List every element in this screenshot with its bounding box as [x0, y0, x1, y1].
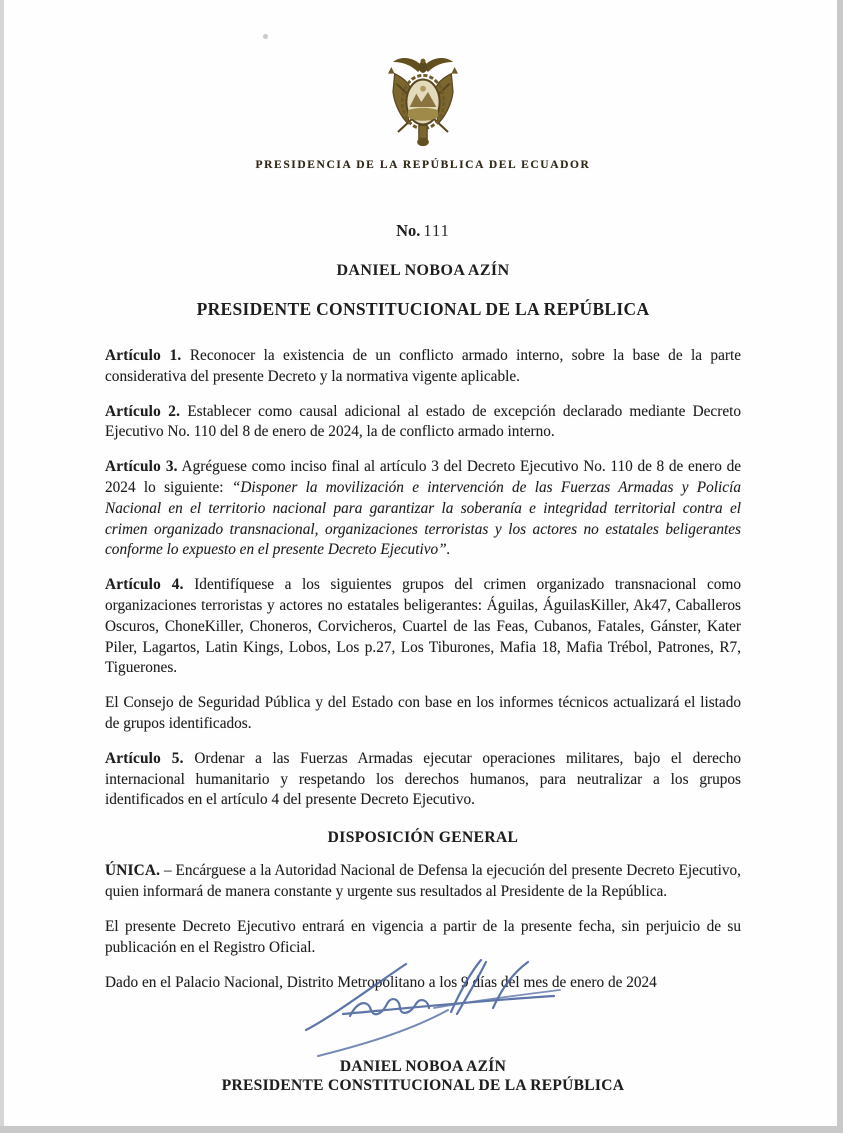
effective-clause: El presente Decreto Ejecutivo entrará en vigencia a partir de la presente fecha, sin perjuicio de su publicación en el Registro Oficial. [105, 917, 741, 956]
article-3-quote: “Disponer la movilización e intervención de las Fuerzas Armadas y Policía Nacional en el territorio nacional para garantizar la soberanía e integridad territorial contra el crimen organizado transnacional, organizaciones terroristas y los actores no estatales beligerantes conforme lo expuesto en el presente Decreto Ejecutivo”. [105, 478, 741, 559]
general-disposition-heading: DISPOSICIÓN GENERAL [327, 829, 519, 847]
article-5-text: Ordenar a las Fuerzas Armadas ejecutar operaciones militares, bajo el derecho internacional humanitario y respetando los derechos humanos, para neutralizar a los grupos identificados en el artículo 4 del presente Decreto Ejecutivo. [105, 749, 742, 809]
decree-number-line [105, 221, 741, 241]
article-1-text: Reconocer la existencia de un conflicto armado interno, sobre la base de la parte considerativa del presente Decreto y la normativa vigente aplicable. [105, 347, 741, 385]
decree-number-value: 111 [423, 221, 450, 240]
unica-text: – Encárguese a la Autoridad Nacional de Defensa la ejecución del presente Decreto Ejecutivo, quien informará de manera constante y urgente sus resultados al Presidente de la República. [105, 862, 742, 900]
council-note: El Consejo de Seguridad Pública y del Estado con base en los informes técnicos actualizará el listado de grupos identificados. [105, 694, 741, 732]
document-content [105, 0, 741, 1095]
decree-number-label: No. [396, 221, 421, 240]
article-1-label: Artículo 1. [105, 347, 182, 364]
date-place-line: Dado en el Palacio Nacional, Distrito Metropolitano a los 9 días del mes de enero de 2024 [105, 974, 657, 992]
article-4-text: Identifíquese a los siguientes grupos del crimen organizado transnacional como organizaciones terroristas y actores no estatales beligerantes: Águilas, ÁguilasKiller, Ak47, Caballeros Oscuros, ChoneKiller, Choneros, Corvicheros, Cuartel de las Feas, Cubanos, Fatales, Gánster, Kater Piler, Lagartos, Latin Kings, Lobos, Los p.27, Los Tiburones, Mafia 18, Mafia Trébol, Patrones, R7, Tiguerones. [105, 576, 742, 677]
unica-label: ÚNICA. [105, 862, 161, 880]
signatory-name: DANIEL NOBOA AZÍN [339, 1058, 507, 1076]
article-1 [105, 346, 741, 388]
article-3-intro: Agréguese como inciso final al artículo 3 del Decreto Ejecutivo No. 110 de 8 de enero de 2024 lo siguiente: [105, 458, 742, 496]
decree-author-title: PRESIDENTE CONSTITUCIONAL DE LA REPÚBLICA [196, 299, 650, 319]
signatory-title: PRESIDENTE CONSTITUCIONAL DE LA REPÚBLICA [221, 1077, 625, 1095]
article-2-label: Artículo 2. [105, 402, 181, 420]
article-2-text: Establecer como causal adicional al estado de excepción declarado mediante Decreto Ejecutivo No. 110 del 8 de enero de 2024, la de conflicto armado interno. [105, 402, 742, 441]
article-5 [105, 749, 741, 811]
article-3-label: Artículo 3. [105, 458, 178, 476]
signature-block [105, 1057, 741, 1095]
photo-edge-bottom [0, 1126, 843, 1133]
article-3 [105, 457, 741, 561]
article-4-label: Artículo 4. [105, 576, 184, 594]
article-4 [105, 575, 741, 679]
photo-edge-right [837, 0, 843, 1133]
ecuador-coat-of-arms-icon [373, 55, 473, 149]
article-5-label: Artículo 5. [105, 749, 184, 767]
photo-edge-left [0, 0, 4, 1133]
article-2 [105, 402, 741, 444]
decree-author-name: DANIEL NOBOA AZÍN [336, 262, 510, 279]
institution-name: PRESIDENCIA DE LA REPÚBLICA DEL ECUADOR [255, 159, 591, 171]
unica-disposition [105, 861, 741, 903]
